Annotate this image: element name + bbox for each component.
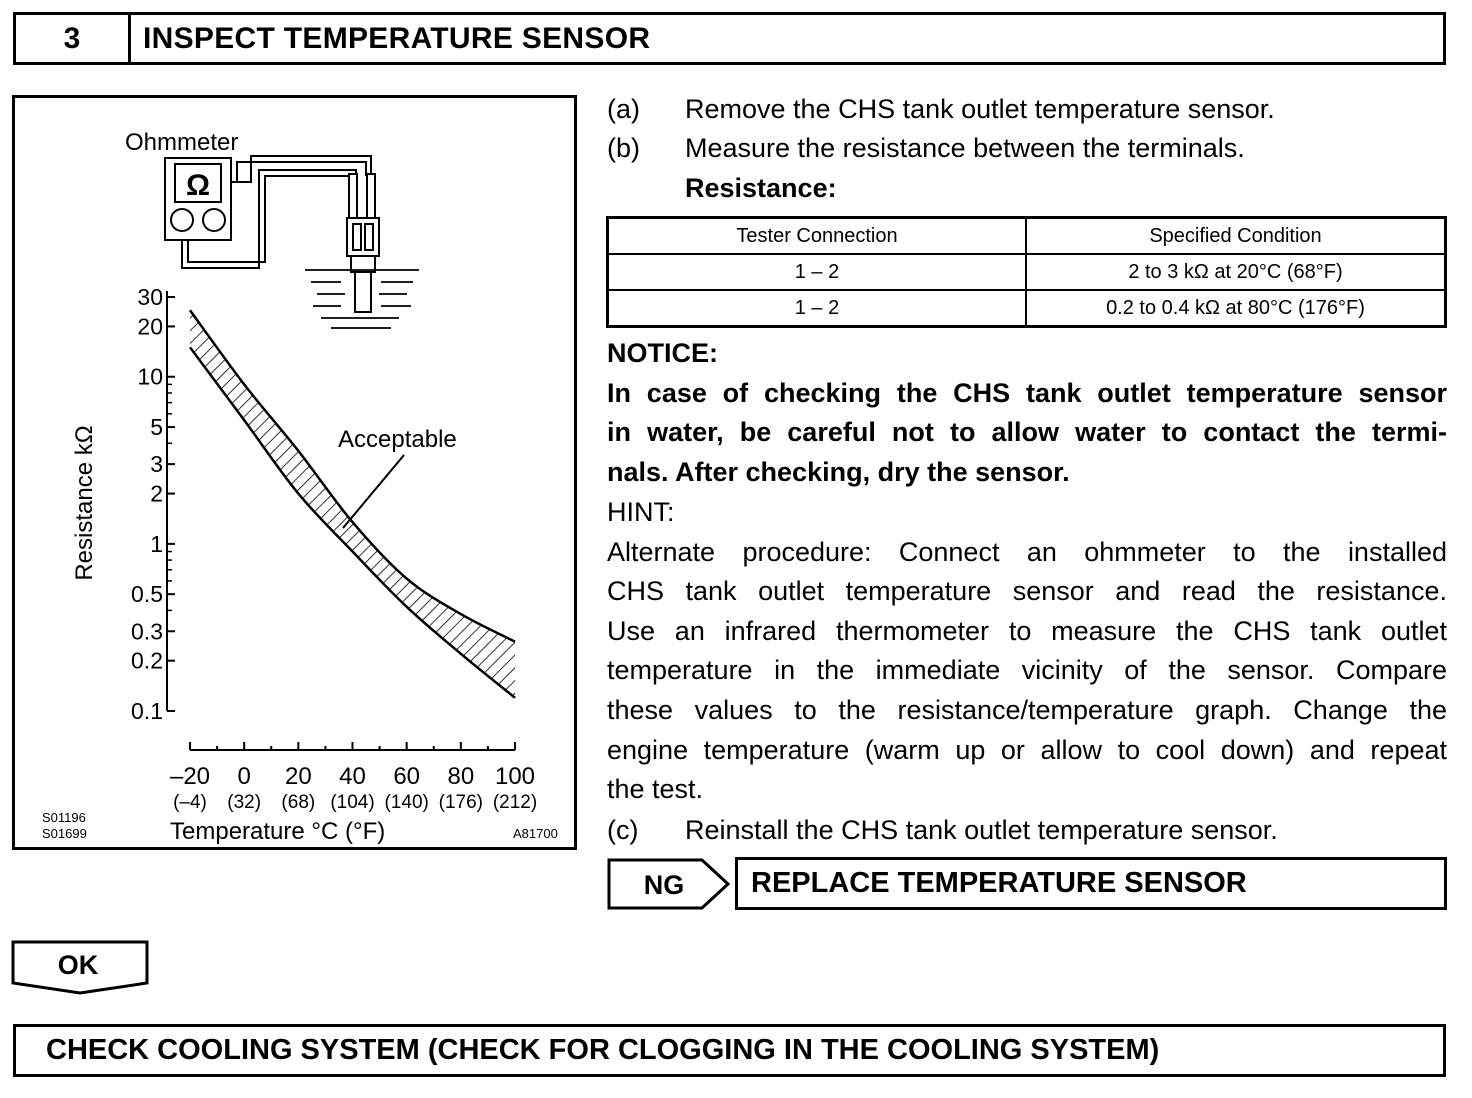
x-tick-sublabel: (212) [492, 792, 538, 813]
acceptable-pointer [343, 455, 404, 528]
notice-line: nals. After checking, dry the sensor. [607, 456, 1070, 487]
figure-code-left-2: S01699 [42, 826, 87, 841]
replace-sensor-action[interactable]: REPLACE TEMPERATURE SENSOR [735, 857, 1447, 910]
figure-canvas [15, 98, 574, 847]
step-c-text: Reinstall the CHS tank outlet temperature sensor. [685, 815, 1278, 845]
x-tick-label: 100 [494, 763, 536, 790]
step-b-text: Measure the resistance between the terminals. [685, 133, 1245, 163]
hint-line: Use an infrared thermometer to measure the CHS tank outlet [607, 615, 1447, 646]
x-tick-label: –20 [169, 763, 211, 790]
notice-heading: NOTICE: [607, 338, 718, 368]
ohmmeter-icon [165, 158, 231, 240]
hint-line: CHS tank outlet temperature sensor and read the resistance. [607, 576, 1447, 607]
table-header-cell: Tester Connection [608, 218, 1027, 255]
figure-code-left-1: S01196 [42, 810, 86, 825]
table-header-row [608, 218, 1446, 255]
x-tick-sublabel: (140) [384, 792, 429, 813]
step-a-label: (a) [607, 94, 640, 124]
notice-section [607, 334, 1447, 492]
acceptable-band [190, 310, 515, 698]
ok-label: OK [57, 950, 99, 980]
hint-line: the test. [607, 774, 704, 805]
y-tick-label: 5 [150, 414, 163, 441]
x-tick-sublabel: (32) [227, 792, 262, 813]
figure-code-right: A81700 [513, 826, 558, 841]
x-tick-label: 80 [447, 763, 475, 790]
x-tick-sublabel: (68) [281, 792, 316, 813]
hint-line: engine temperature (warm up or allow to cool down) and repeat [607, 734, 1447, 765]
y-tick-label: 0.1 [131, 698, 163, 724]
step-number: 3 [16, 15, 131, 62]
y-tick-label: 0.3 [131, 618, 163, 645]
resistance-temperature-figure [12, 95, 577, 850]
x-tick-label: 0 [237, 763, 251, 790]
ohmmeter-label: Ohmmeter [125, 129, 239, 156]
x-tick-sublabel: (104) [330, 792, 375, 813]
y-tick-label: 2 [150, 480, 163, 507]
hint-line: Alternate procedure: Connect an ohmmeter to the installed [607, 536, 1447, 567]
table-cell: 2 to 3 kΩ at 20°C (68°F) [1026, 254, 1446, 290]
x-tick-sublabel: (–4) [173, 792, 207, 813]
step-header [13, 12, 1446, 65]
x-tick-label: 20 [284, 763, 312, 790]
sensor-icon [347, 174, 379, 312]
resistance-heading: Resistance: [685, 173, 837, 203]
step-c-label: (c) [607, 815, 639, 845]
y-tick-label: 3 [150, 451, 163, 478]
step-a-text: Remove the CHS tank outlet temperature sensor. [685, 94, 1275, 124]
y-tick-label: 1 [150, 530, 163, 557]
table-header-cell: Specified Condition [1026, 218, 1446, 255]
hint-line: these values to the resistance/temperature graph. Change the [607, 694, 1447, 725]
resistance-spec-table [606, 216, 1447, 328]
x-tick-label: 40 [339, 763, 366, 790]
series-line-upper [190, 310, 515, 641]
resistance-temperature-chart [131, 284, 537, 813]
acceptable-label: Acceptable [338, 426, 457, 453]
notice-line: in water, be careful not to allow water to contact the termi- [607, 417, 1447, 448]
ok-branch-arrow[interactable] [11, 940, 151, 996]
table-cell: 1 – 2 [608, 290, 1027, 327]
x-tick-sublabel: (176) [438, 792, 484, 813]
hint-heading: HINT: [607, 497, 675, 527]
step-b-label: (b) [607, 133, 640, 163]
table-row [608, 254, 1446, 290]
ng-branch-arrow[interactable] [606, 855, 736, 913]
table-row [608, 290, 1446, 327]
y-axis-title: Resistance kΩ [71, 425, 98, 581]
y-tick-label: 20 [137, 313, 163, 340]
ng-label: NG [643, 870, 685, 900]
table-cell: 1 – 2 [608, 254, 1027, 290]
x-tick-label: 60 [393, 763, 421, 790]
ohm-symbol: Ω [185, 169, 211, 202]
table-cell: 0.2 to 0.4 kΩ at 80°C (176°F) [1026, 290, 1446, 327]
step-title: INSPECT TEMPERATURE SENSOR [143, 21, 651, 55]
hint-section [607, 493, 1447, 810]
y-tick-label: 0.5 [131, 581, 163, 608]
x-axis-title: Temperature °C (°F) [170, 818, 386, 845]
next-step-check-cooling-system[interactable]: CHECK COOLING SYSTEM (CHECK FOR CLOGGING IN THE COOLING SYSTEM) [13, 1024, 1446, 1077]
hint-line: temperature in the immediate vicinity of the sensor. Compare [607, 655, 1447, 686]
y-tick-label: 0.2 [131, 647, 163, 674]
y-tick-label: 30 [137, 284, 163, 310]
y-tick-label: 10 [137, 363, 163, 390]
notice-line: In case of checking the CHS tank outlet temperature sensor [607, 377, 1447, 408]
